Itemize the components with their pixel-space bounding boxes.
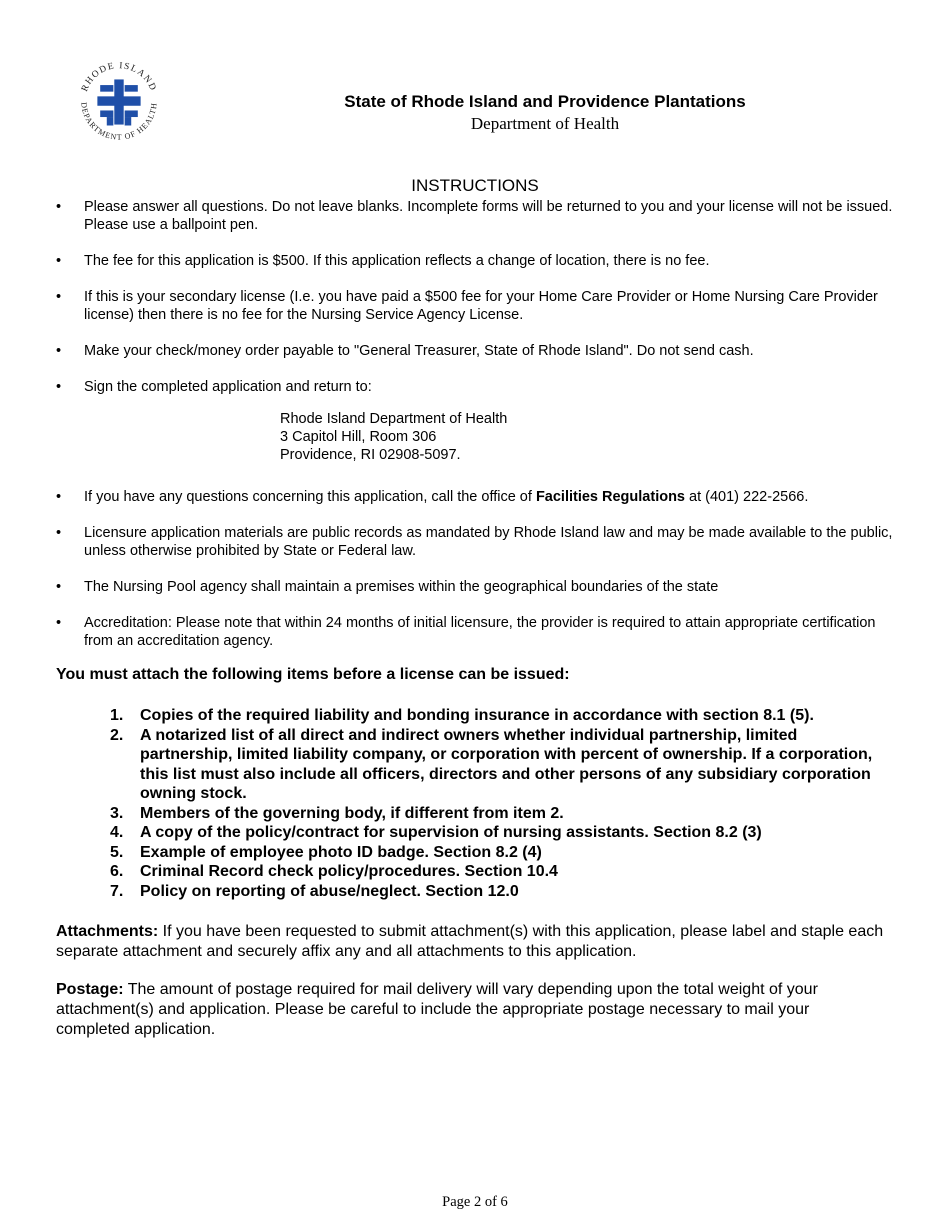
bullet-icon: • [56,615,62,631]
instruction-item: • If this is your secondary license (I.e. you have paid a $500 fee for your Home Care Provider or Home Nursing Care Provider license) then there is no fee for the Nursing Service Agency License. [56,289,878,323]
bullet-icon: • [56,289,62,305]
required-item: 7. Policy on reporting of abuse/neglect. Section 12.0 [110,882,519,900]
bullet-icon: • [56,489,62,505]
required-item: 3. Members of the governing body, if different from item 2. [110,804,564,822]
attachments-label: Attachments: [56,923,159,940]
address-line: 3 Capitol Hill, Room 306 [280,429,437,445]
header-title: State of Rhode Island and Providence Plantations [344,92,746,111]
bullet-icon: • [56,199,62,215]
instruction-item: • Make your check/money order payable to "General Treasurer, State of Rhode Island". Do not send cash. [56,343,754,359]
required-item: 5. Example of employee photo ID badge. Section 8.2 (4) [110,843,542,861]
required-attachments-list [110,706,890,901]
instruction-item: • The fee for this application is $500. If this application reflects a change of location, there is no fee. [56,253,710,269]
postage-note: Postage: The amount of postage required for mail delivery will vary depending upon the total weight of your attachment(s) and application. Please be careful to include the appropriate postage necessary to mail your completed application. [56,981,818,1038]
instruction-item: • Sign the completed application and return to: [56,379,372,395]
instruction-item: • Please answer all questions. Do not leave blanks. Incomplete forms will be returned to you and your license will not be issued. Please use a ballpoint pen. [56,199,893,233]
seal-text-top: RHODE ISLAND [80,61,158,94]
bullet-icon: • [56,379,62,395]
bullet-icon: • [56,525,62,541]
attachments-note: Attachments: If you have been requested to submit attachment(s) with this application, please label and staple each separate attachment and securely affix any and all attachments to this application. [56,923,884,960]
instruction-item: • Licensure application materials are public records as mandated by Rhode Island law and may be made available to the public, unless otherwise prohibited by State or Federal law. [56,525,893,559]
bullet-icon: • [56,253,62,269]
seal-text-bottom: DEPARTMENT OF HEALTH [79,101,159,142]
facilities-regulations-office: Facilities Regulations [535,489,686,505]
address-line: Providence, RI 02908-5097. [280,447,461,463]
department-of-health-seal-logo [72,55,166,149]
instructions-title: INSTRUCTIONS [411,176,539,195]
bullet-icon: • [56,579,62,595]
bullet-icon: • [56,343,62,359]
required-item: 1. Copies of the required liability and bonding insurance in accordance with section 8.1 (5). [110,707,814,724]
postage-label: Postage: [56,981,124,998]
instruction-item: • Accreditation: Please note that within 24 months of initial licensure, the provider is required to attain appropriate certification from an accreditation agency. [56,615,876,649]
required-item: 2. A notarized list of all direct and indirect owners whether individual partnership, limited partnership, limited liability company, or corporation with percent of ownership. If a corporation, this list must also include all officers, directors and other persons of any subsidiary corporation owning stock. [110,726,873,802]
page-number: Page 2 of 6 [442,1194,508,1210]
mailing-address [280,410,507,464]
required-item: 4. A copy of the policy/contract for supervision of nursing assistants. Section 8.2 (3) [110,824,762,841]
instruction-item-contact: • If you have any questions concerning this application, call the office of Facilities Regulations at (401) 222-2566. [56,489,809,505]
header-subtitle: Department of Health [470,114,620,133]
required-attachments-heading: You must attach the following items before a license can be issued: [56,666,570,683]
required-item: 6. Criminal Record check policy/procedures. Section 10.4 [110,863,558,880]
address-line: Rhode Island Department of Health [280,411,508,427]
instruction-item: • The Nursing Pool agency shall maintain a premises within the geographical boundaries of the state [56,579,719,595]
